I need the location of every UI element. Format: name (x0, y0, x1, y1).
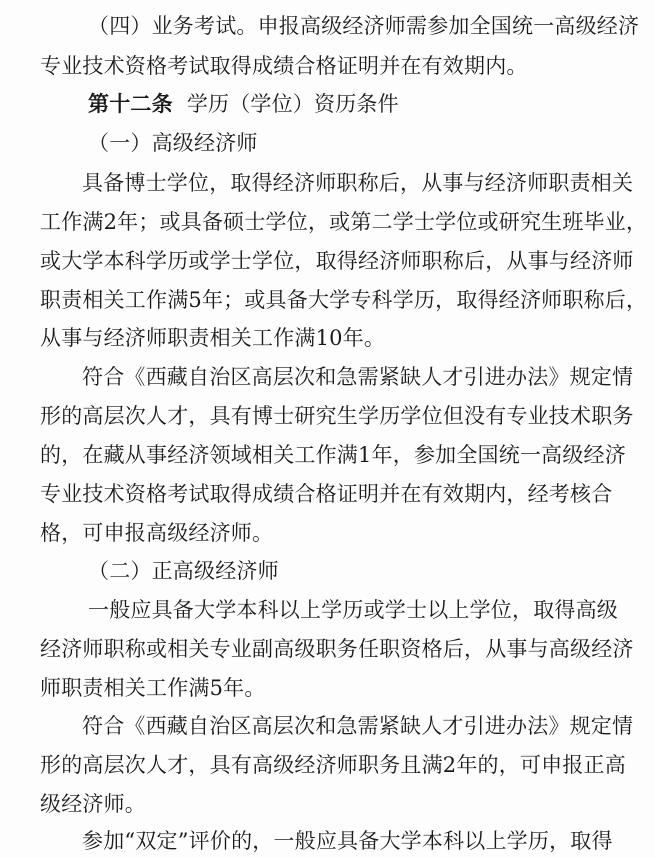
paragraph-senior-requirements-line-4: 职责相关工作满5年；或具备大学专科学历，取得经济师职称后， (40, 288, 648, 312)
article-number: 第十二条 (88, 91, 173, 116)
paragraph-senior-requirements-line-1: 具备博士学位，取得经济师职称后，从事与经济师职责相关 (82, 171, 634, 195)
paragraph-talent-senior-line-2: 形的高层次人才，具有博士研究生学历学位但没有专业技术职务 (40, 404, 634, 428)
paragraph-senior-requirements-line-3: 或大学本科学历或学士学位，取得经济师职称后，从事与经济师 (40, 249, 634, 273)
paragraph-talent-full-senior-line-1: 符合《西藏自治区高层次和急需紧缺人才引进办法》规定情 (82, 714, 634, 738)
paragraph-dual-evaluation-line-1: 参加“双定”评价的，一般应具备大学本科以上学历，取得 (82, 829, 613, 853)
paragraph-full-senior-requirements-line-1: 一般应具备大学本科以上学历或学士以上学位，取得高级 (88, 598, 618, 622)
paragraph-talent-full-senior-line-3: 级经济师。 (40, 792, 146, 816)
paragraph-full-senior-requirements-line-3: 师职责相关工作满5年。 (40, 676, 266, 700)
article-title: 学历（学位）资历条件 (186, 92, 399, 116)
paragraph-talent-senior-line-3: 的，在藏从事经济领域相关工作满1年，参加全国统一高级经济 (40, 443, 626, 467)
section-heading-full-senior-economist: （二）正高级经济师 (88, 559, 279, 583)
paragraph-talent-senior-line-1: 符合《西藏自治区高层次和急需紧缺人才引进办法》规定情 (82, 365, 634, 389)
section-heading-senior-economist: （一）高级经济师 (88, 131, 258, 155)
paragraph-business-exam-line-1: （四）业务考试。申报高级经济师需参加全国统一高级经济 (88, 14, 640, 38)
article-12-heading (88, 92, 399, 118)
paragraph-senior-requirements-line-2: 工作满2年；或具备硕士学位，或第二学士学位或研究生班毕业， (40, 210, 648, 234)
paragraph-full-senior-requirements-line-2: 经济师职称或相关专业副高级职务任职资格后，从事与高级经济 (40, 637, 634, 661)
paragraph-senior-requirements-line-5: 从事与经济师职责相关工作满10年。 (40, 326, 386, 350)
paragraph-talent-senior-line-5: 格，可申报高级经济师。 (40, 521, 274, 545)
paragraph-talent-senior-line-4: 专业技术资格考试取得成绩合格证明并在有效期内，经考核合 (40, 482, 613, 506)
paragraph-business-exam-line-2: 专业技术资格考试取得成绩合格证明并在有效期内。 (40, 54, 528, 78)
paragraph-talent-full-senior-line-2: 形的高层次人才，具有高级经济师职务且满2年的，可申报正高 (40, 753, 626, 777)
